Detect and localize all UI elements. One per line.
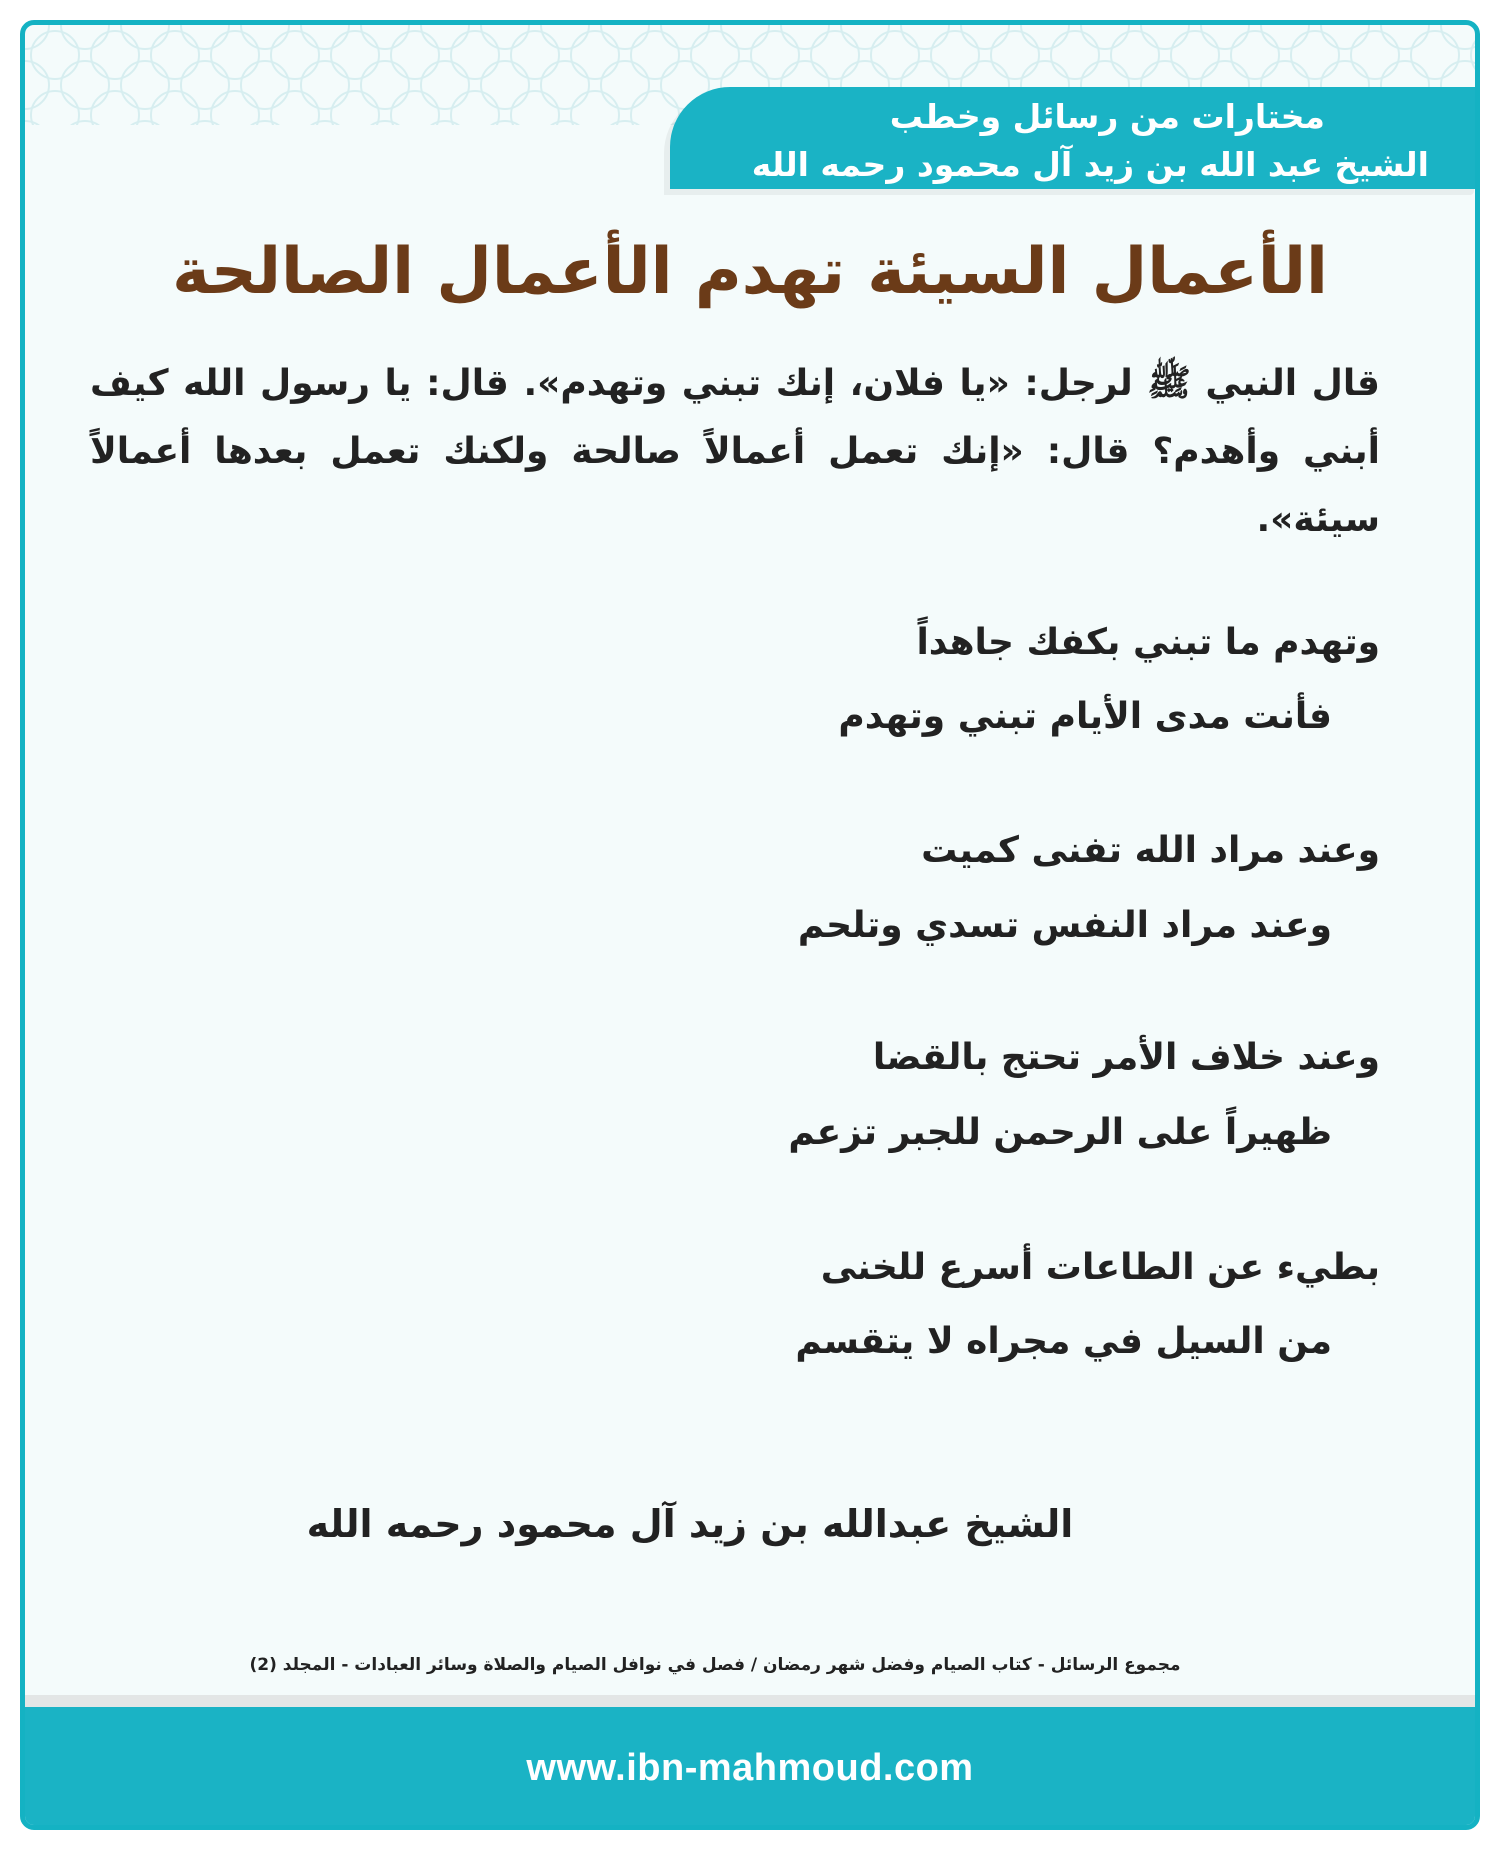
poem-verse-3-second: ظهيراً على الرحمن للجبر تزعم: [788, 1112, 1332, 1153]
poem-verse-1-second: فأنت مدى الأيام تبني وتهدم: [838, 696, 1332, 737]
footer-banner: [25, 1707, 1475, 1825]
poem-verse-3-first: وعند خلاف الأمر تحتج بالقضا: [872, 1037, 1380, 1078]
footer-divider: [25, 1695, 1475, 1707]
poem-verse-2-second: وعند مراد النفس تسدي وتلحم: [797, 905, 1332, 946]
poem-verse-4-first: بطيء عن الطاعات أسرع للخنى: [820, 1247, 1380, 1288]
source-reference: مجموع الرسائل - كتاب الصيام وفضل شهر رمضان / فصل في نوافل الصيام والصلاة وسائر العبادات - المجلد (2): [249, 1655, 1181, 1675]
hadith-paragraph: قال النبي ﷺ لرجل: «يا فلان، إنك تبني وتهدم». قال: يا رسول الله كيف أبني وأهدم؟ قال: «إنك تعمل أعمالاً صالحة ولكنك تعمل بعدها أعمالاً سيئة».: [90, 363, 1380, 540]
poem-verse-1-first: وتهدم ما تبني بكفك جاهداً: [916, 622, 1380, 663]
poem-verse-4-second: من السيل في مجراه لا يتقسم: [795, 1321, 1332, 1362]
page-frame: [20, 20, 1480, 1830]
poem-verse-2-first: وعند مراد الله تفنى كميت: [921, 830, 1380, 871]
page-title: الأعمال السيئة تهدم الأعمال الصالحة: [172, 235, 1328, 309]
header-author-name: الشيخ عبد الله بن زيد آل محمود رحمه الله: [751, 145, 1429, 184]
header-series-title: مختارات من رسائل وخطب: [889, 97, 1325, 136]
author-signature: الشيخ عبدالله بن زيد آل محمود رحمه الله: [306, 1502, 1074, 1546]
website-link[interactable]: www.ibn-mahmoud.com: [526, 1747, 974, 1789]
